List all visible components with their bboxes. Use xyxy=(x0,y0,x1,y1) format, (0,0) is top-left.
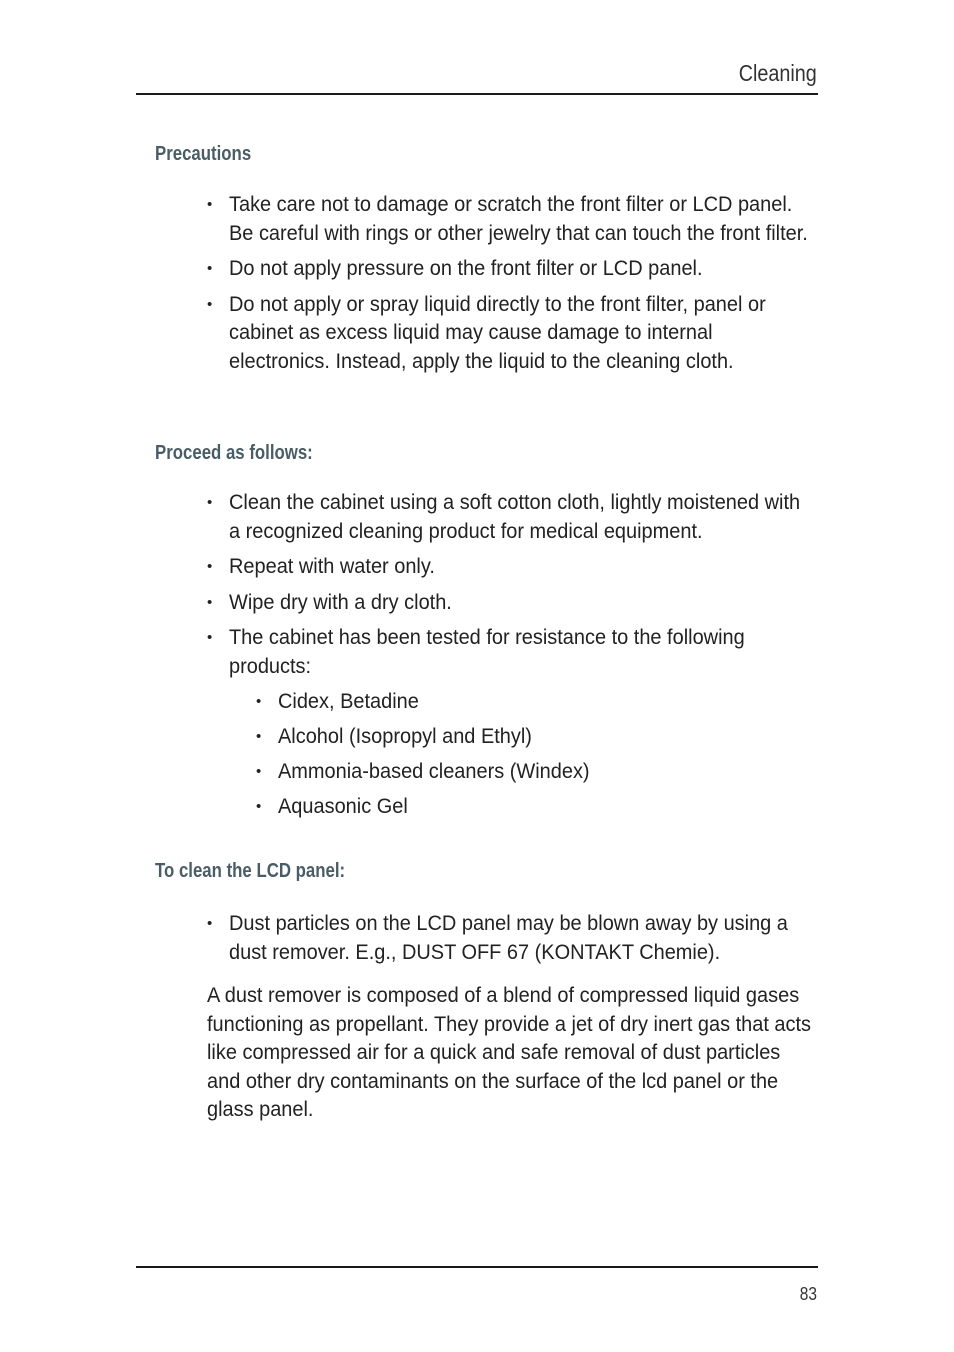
list-item: • Repeat with water only. xyxy=(207,553,817,582)
heading-proceed: Proceed as follows: xyxy=(155,442,313,464)
list-item: • Do not apply pressure on the front filter or LCD panel. xyxy=(207,255,817,284)
list-item: • Wipe dry with a dry cloth. xyxy=(207,589,817,618)
list-item: • Take care not to damage or scratch the front filter or LCD panel. Be careful with rings or other jewelry that can touch the front filter. xyxy=(207,193,808,245)
footer-rule xyxy=(136,1266,818,1268)
bullet-icon: • xyxy=(207,196,213,213)
heading-precautions: Precautions xyxy=(155,143,252,165)
header-rule xyxy=(136,93,818,95)
proceed-list xyxy=(207,489,817,828)
product-item: • Alcohol (Isopropyl and Ethyl) xyxy=(256,723,817,752)
list-item: • Clean the cabinet using a soft cotton cloth, lightly moistened with a recognized cleaning product for medical equipment. xyxy=(207,491,801,543)
product-item: • Aquasonic Gel xyxy=(256,793,817,822)
precautions-list xyxy=(207,191,817,383)
bullet-icon: • xyxy=(256,762,262,780)
heading-lcd: To clean the LCD panel: xyxy=(155,860,346,882)
lcd-list xyxy=(207,910,817,974)
bullet-icon: • xyxy=(256,692,262,710)
product-item: • Cidex, Betadine xyxy=(256,688,817,717)
list-item: • Do not apply or spray liquid directly to the front filter, panel or cabinet as excess liquid may cause damage to internal electronics. Instead, apply the liquid to the cleaning cloth. xyxy=(207,292,766,373)
bullet-icon: • xyxy=(256,727,262,745)
lcd-paragraph: A dust remover is composed of a blend of compressed liquid gases functioning as propellant. They provide a jet of dry inert gas that acts like compressed air for a quick and safe removal of dust particles and other dry contaminants on the surface of the lcd panel or the glass panel. xyxy=(207,984,812,1121)
bullet-icon: • xyxy=(207,295,213,313)
product-item: • Ammonia-based cleaners (Windex) xyxy=(256,758,817,787)
bullet-icon: • xyxy=(256,797,262,815)
list-item: • Dust particles on the LCD panel may be blown away by using a dust remover. E.g., DUST OFF 67 (KONTAKT Chemie). xyxy=(207,912,788,964)
products-list xyxy=(256,688,817,822)
header-title: Cleaning xyxy=(738,60,817,86)
bullet-icon: • xyxy=(207,260,213,277)
bullet-icon: • xyxy=(207,629,213,646)
bullet-icon: • xyxy=(207,915,213,932)
list-item: • The cabinet has been tested for resistance to the following products: • Cidex, Betadine • Alcohol (Isopropyl and Ethyl) • Ammonia-based cleaners (Windex) • Aquasonic Gel xyxy=(207,624,817,821)
bullet-icon: • xyxy=(207,593,213,611)
page-number: 83 xyxy=(799,1284,817,1304)
bullet-icon: • xyxy=(207,494,213,511)
bullet-icon: • xyxy=(207,558,213,575)
